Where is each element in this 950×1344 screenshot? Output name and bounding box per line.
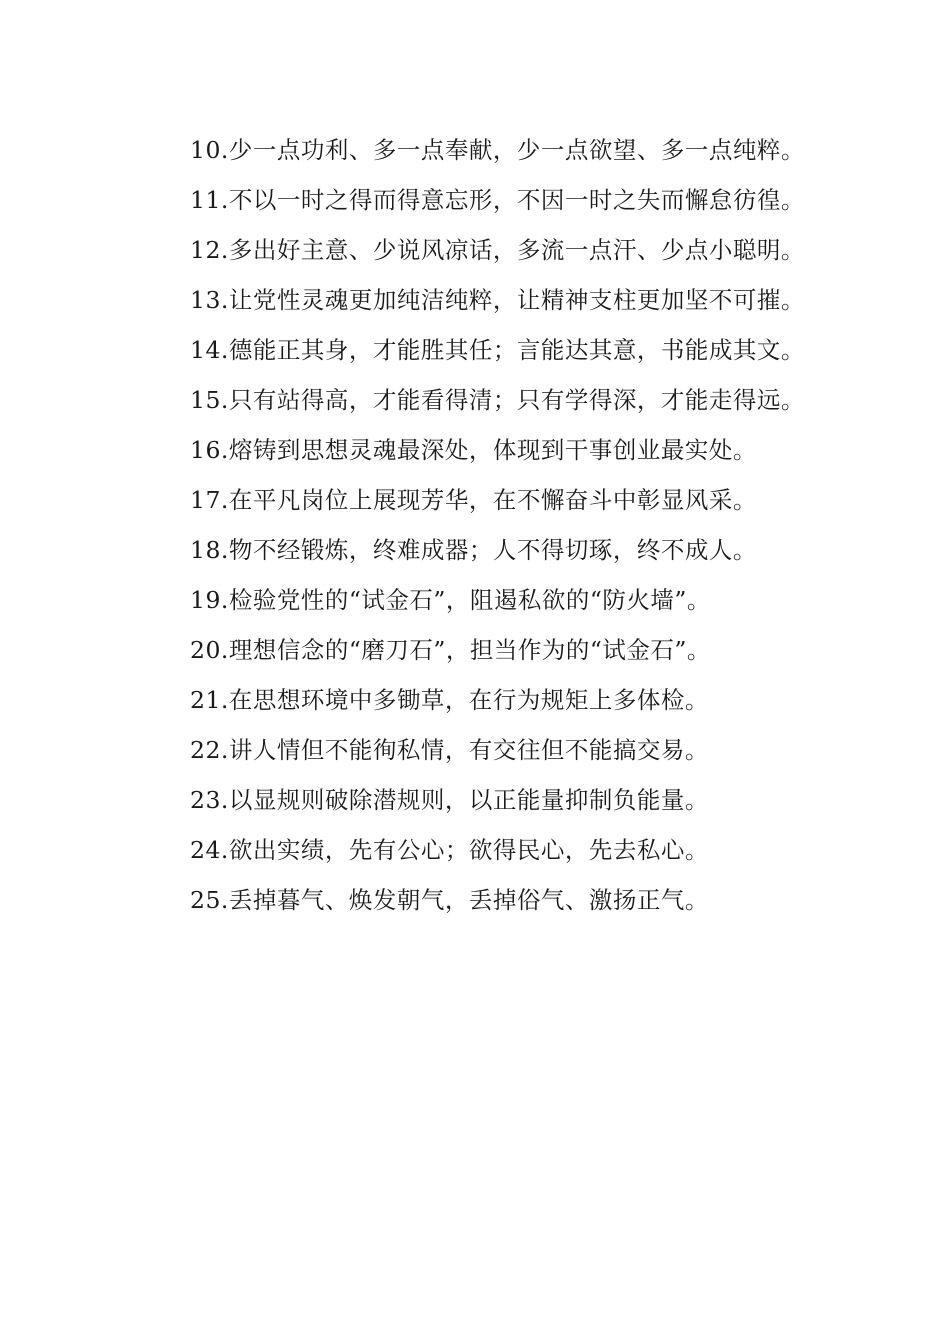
item-number: 14. (190, 336, 229, 364)
list-item (143, 675, 807, 725)
list-item (143, 275, 807, 325)
item-number: 10. (190, 136, 229, 164)
item-text: 丢掉暮气、焕发朝气，丢掉俗气、激扬正气。 (228, 886, 709, 914)
item-text: 德能正其身，才能胜其任；言能达其意，书能成其文。 (228, 336, 805, 364)
item-text: 讲人情但不能徇私情，有交往但不能搞交易。 (228, 736, 709, 764)
item-text: 熔铸到思想灵魂最深处，体现到干事创业最实处。 (228, 436, 757, 464)
item-number: 17. (190, 486, 229, 514)
list-item (143, 625, 807, 675)
item-text: 以显规则破除潜规则，以正能量抑制负能量。 (228, 786, 709, 814)
item-number: 25. (190, 886, 229, 914)
list-item (143, 525, 807, 575)
item-text: 只有站得高，才能看得清；只有学得深，才能走得远。 (228, 386, 805, 414)
item-number: 22. (190, 736, 229, 764)
list-item (143, 875, 807, 925)
item-number: 12. (190, 236, 229, 264)
item-number: 18. (190, 536, 229, 564)
list-item (143, 175, 807, 225)
item-text: 物不经锻炼，终难成器；人不得切琢，终不成人。 (228, 536, 757, 564)
item-text: 在思想环境中多锄草，在行为规矩上多体检。 (228, 686, 709, 714)
document-body (143, 125, 807, 925)
list-item (143, 575, 807, 625)
list-item (143, 475, 807, 525)
item-text: 理想信念的“磨刀石”，担当作为的“试金石”。 (228, 636, 711, 664)
item-number: 21. (190, 686, 229, 714)
item-number: 23. (190, 786, 229, 814)
item-number: 24. (190, 836, 229, 864)
list-item (143, 425, 807, 475)
list-item (143, 225, 807, 275)
item-text: 检验党性的“试金石”，阻遏私欲的“防火墙”。 (228, 586, 711, 614)
list-item (143, 375, 807, 425)
list-item (143, 825, 807, 875)
item-text: 欲出实绩，先有公心；欲得民心，先去私心。 (228, 836, 709, 864)
item-text: 让党性灵魂更加纯洁纯粹，让精神支柱更加坚不可摧。 (228, 286, 805, 314)
item-text: 少一点功利、多一点奉献，少一点欲望、多一点纯粹。 (228, 136, 805, 164)
item-number: 16. (190, 436, 229, 464)
item-number: 20. (190, 636, 229, 664)
item-text: 不以一时之得而得意忘形，不因一时之失而懈怠彷徨。 (228, 186, 805, 214)
item-number: 13. (190, 286, 229, 314)
list-item (143, 325, 807, 375)
item-number: 11. (190, 186, 229, 214)
item-number: 19. (190, 586, 229, 614)
list-item (143, 725, 807, 775)
list-item (143, 775, 807, 825)
item-number: 15. (190, 386, 229, 414)
item-text: 在平凡岗位上展现芳华，在不懈奋斗中彰显风采。 (228, 486, 757, 514)
item-text: 多出好主意、少说风凉话，多流一点汗、少点小聪明。 (228, 236, 805, 264)
list-item (143, 125, 807, 175)
